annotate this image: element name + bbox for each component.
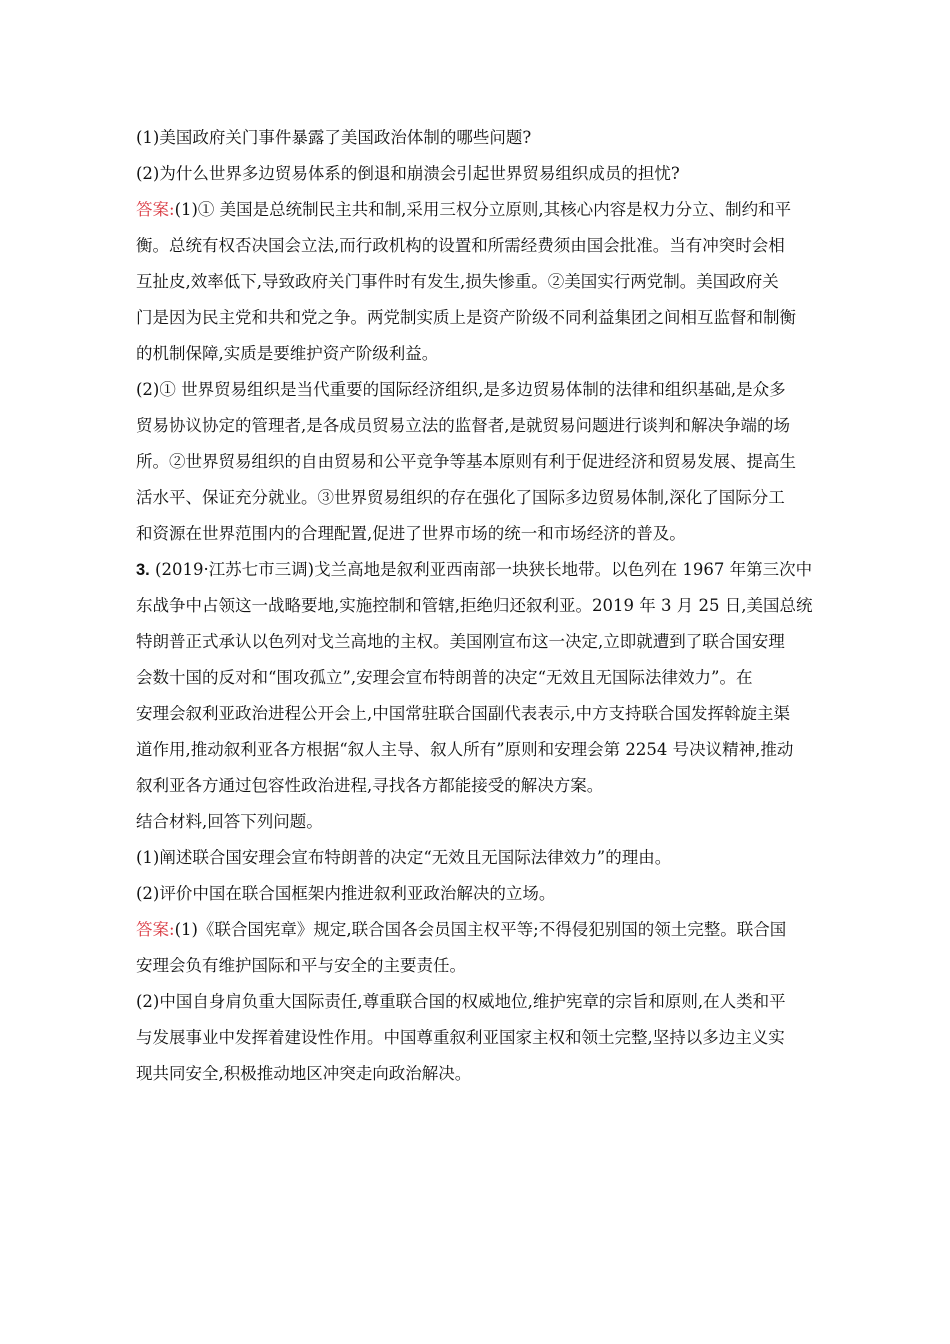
q2-sub-question-1: (1)美国政府关门事件暴露了美国政治体制的哪些问题? bbox=[136, 128, 532, 147]
q3-answer-line: 现共同安全,积极推动地区冲突走向政治解决。 bbox=[136, 1064, 472, 1083]
q3-material-line: 叙利亚各方通过包容性政治进程,寻找各方都能接受的解决方案。 bbox=[136, 776, 604, 795]
answer-label: 答案: bbox=[136, 920, 175, 939]
q2-answer-line: 和资源在世界范围内的合理配置,促进了世界市场的统一和市场经济的普及。 bbox=[136, 524, 686, 543]
q2-answer-line: 衡。总统有权否决国会立法,而行政机构的设置和所需经费须由国会批准。当有冲突时会相 bbox=[136, 236, 785, 255]
q3-answer-line-1: 答案:(1)《联合国宪章》规定,联合国各会员国主权平等;不得侵犯别国的领土完整。联合国 bbox=[136, 920, 787, 939]
q3-sub-question-1: (1)阐述联合国安理会宣布特朗普的决定“无效且无国际法律效力”的理由。 bbox=[136, 848, 672, 867]
q3-material-line-1: 3. (2019·江苏七市三调)戈兰高地是叙利亚西南部一块狭长地带。以色列在 1967 年第三次中 bbox=[136, 560, 813, 579]
q2-answer-line: 贸易协议协定的管理者,是各成员贸易立法的监督者,是就贸易问题进行谈判和解决争端的场 bbox=[136, 416, 790, 435]
q3-material-line: 安理会叙利亚政治进程公开会上,中国常驻联合国副代表表示,中方支持联合国发挥斡旋主渠 bbox=[136, 704, 790, 723]
q3-prompt: 结合材料,回答下列问题。 bbox=[136, 812, 323, 831]
q2-answer-line-1: 答案:(1)① 美国是总统制民主共和制,采用三权分立原则,其核心内容是权力分立、制约和平 bbox=[136, 200, 792, 219]
q3-sub-question-2: (2)评价中国在联合国框架内推进叙利亚政治解决的立场。 bbox=[136, 884, 556, 903]
q2-answer-line: 的机制保障,实质是要维护资产阶级利益。 bbox=[136, 344, 439, 363]
q2-answer-line: 互扯皮,效率低下,导致政府关门事件时有发生,损失惨重。②美国实行两党制。美国政府关 bbox=[136, 272, 779, 291]
q2-answer-line: (2)① 世界贸易组织是当代重要的国际经济组织,是多边贸易体制的法律和组织基础,是众多 bbox=[136, 380, 786, 399]
q3-answer-line: 与发展事业中发挥着建设性作用。中国尊重叙利亚国家主权和领土完整,坚持以多边主义实 bbox=[136, 1028, 785, 1047]
q3-answer-line: 安理会负有维护国际和平与安全的主要责任。 bbox=[136, 956, 466, 975]
document-page bbox=[136, 122, 820, 1090]
q3-material-line: 会数十国的反对和“围攻孤立”,安理会宣布特朗普的决定“无效且无国际法律效力”。在 bbox=[136, 668, 753, 687]
question-number: 3. bbox=[136, 561, 150, 579]
q3-material-line: 东战争中占领这一战略要地,实施控制和管辖,拒绝归还叙利亚。2019 年 3 月 25 日,美国总统 bbox=[136, 596, 813, 615]
q3-answer-line: (2)中国自身肩负重大国际责任,尊重联合国的权威地位,维护宪章的宗旨和原则,在人类和平 bbox=[136, 992, 786, 1011]
q2-answer-line: 门是因为民主党和共和党之争。两党制实质上是资产阶级不同利益集团之间相互监督和制衡 bbox=[136, 308, 796, 327]
q2-sub-question-2: (2)为什么世界多边贸易体系的倒退和崩溃会引起世界贸易组织成员的担忧? bbox=[136, 164, 680, 183]
q2-answer-line: 所。②世界贸易组织的自由贸易和公平竞争等基本原则有利于促进经济和贸易发展、提高生 bbox=[136, 452, 796, 471]
q3-material-line: 道作用,推动叙利亚各方根据“叙人主导、叙人所有”原则和安理会第 2254 号决议精神,推动 bbox=[136, 740, 794, 759]
q3-material-line: 特朗普正式承认以色列对戈兰高地的主权。美国刚宣布这一决定,立即就遭到了联合国安理 bbox=[136, 632, 785, 651]
answer-label: 答案: bbox=[136, 200, 175, 219]
q2-answer-line: 活水平、保证充分就业。③世界贸易组织的存在强化了国际多边贸易体制,深化了国际分工 bbox=[136, 488, 785, 507]
